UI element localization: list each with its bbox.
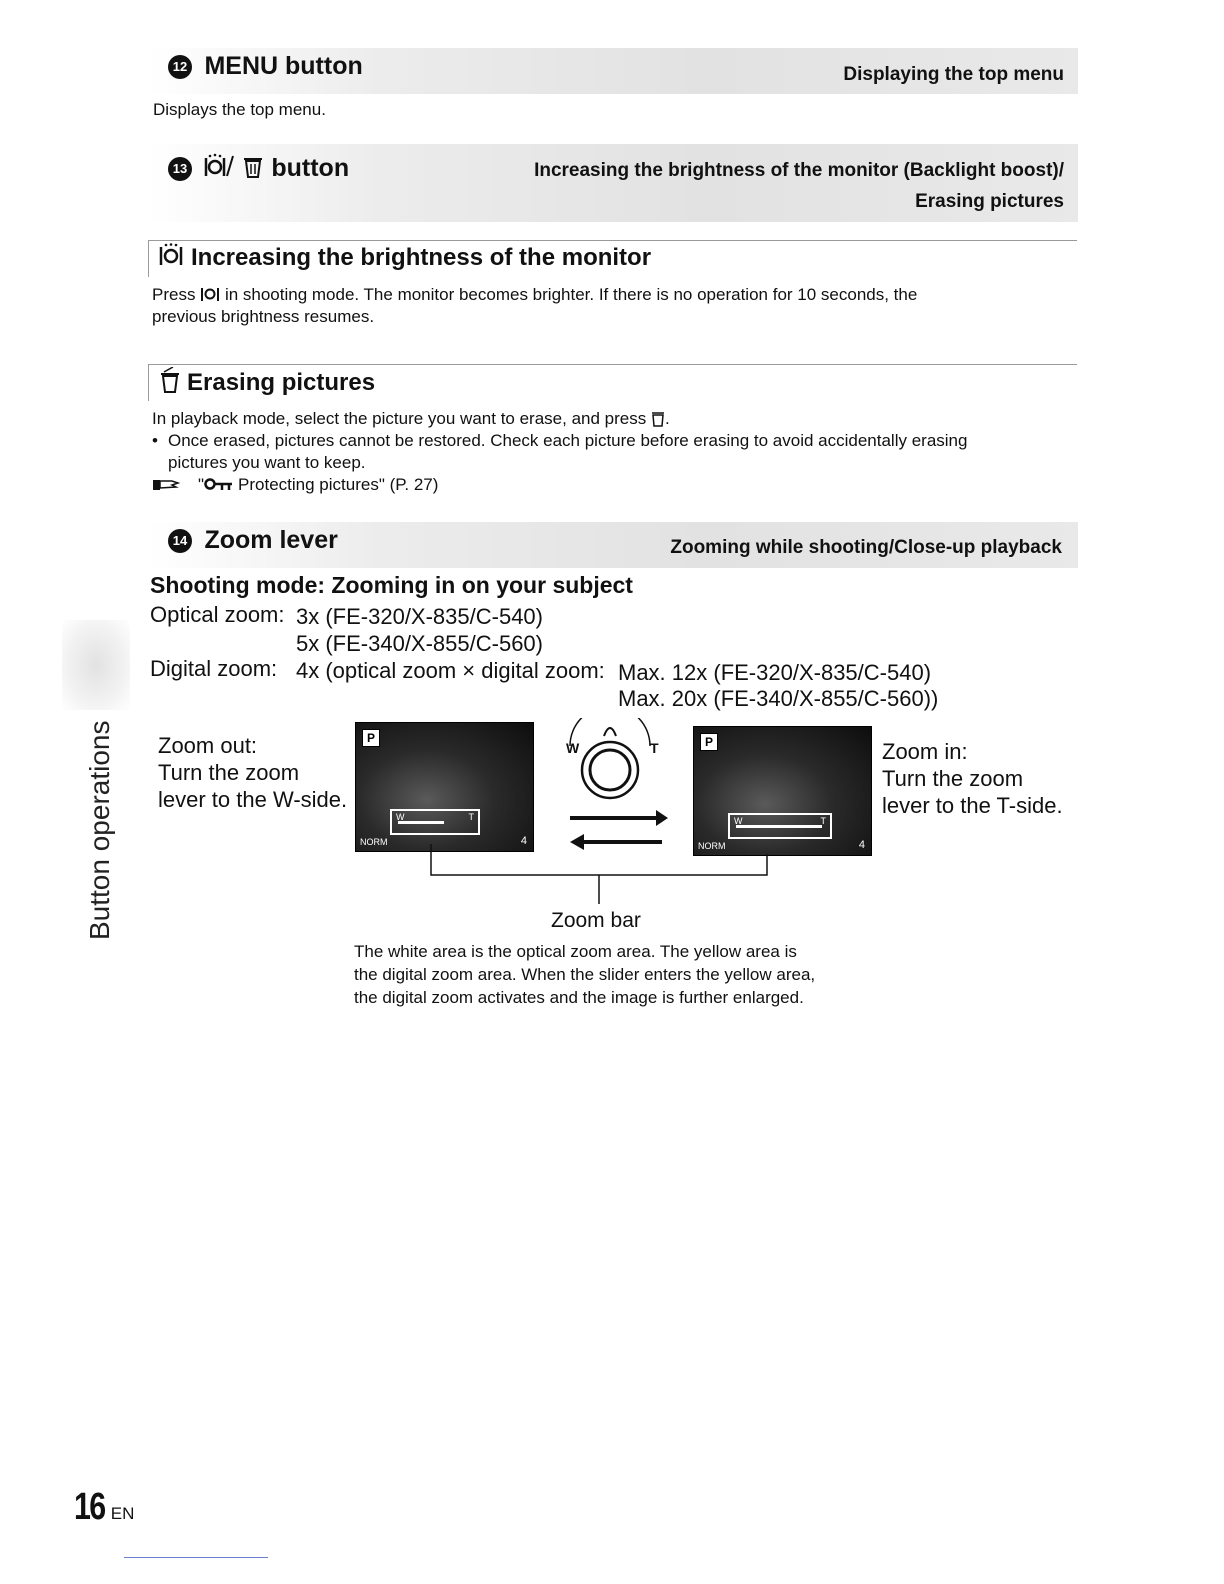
menu-button-title: MENU button xyxy=(204,52,363,80)
section-number-badge: 12 xyxy=(168,55,192,79)
digital-zoom-label: Digital zoom: xyxy=(150,656,278,681)
picture-count: 4 xyxy=(858,839,865,851)
optical-zoom-label: Optical zoom: xyxy=(150,602,285,627)
zoom-out-instructions xyxy=(158,732,347,813)
page-language: EN xyxy=(110,1504,135,1523)
zoom-subtitle: Zooming while shooting/Close-up playback xyxy=(670,537,1062,558)
digital-zoom-max-2: Max. 20x (FE-340/X-855/C-560)) xyxy=(618,686,939,711)
erasing-bullet: • Once erased, pictures cannot be restored. Check each picture before erasing to avoid accidentally erasing pictures you want to keep. xyxy=(152,431,968,472)
side-tab-marker xyxy=(62,620,130,710)
optical-zoom-value-1: 3x (FE-320/X-835/C-540) xyxy=(296,604,543,629)
zoom-out-line2: Turn the zoom xyxy=(158,760,300,785)
trash-icon xyxy=(159,367,181,393)
quality-label: NORM xyxy=(360,837,388,847)
zoom-out-line1: Zoom out: xyxy=(158,733,258,758)
zoom-in-line1: Zoom in: xyxy=(882,739,968,764)
lever-t-label: T xyxy=(650,740,659,756)
page-number xyxy=(74,1486,134,1529)
zoom-in-line3: lever to the T-side. xyxy=(882,793,1063,818)
backlight-icon xyxy=(200,284,220,302)
erasing-heading-text: Erasing pictures xyxy=(187,369,376,396)
brightness-text-post: in shooting mode. The monitor becomes brighter. If there is no operation for 10 seconds, the xyxy=(224,285,918,304)
monitor-screen-tele xyxy=(693,726,872,856)
erasing-heading xyxy=(159,367,375,397)
zoom-bar-t-label: T xyxy=(820,816,826,826)
backlight-header xyxy=(168,152,349,185)
erasing-bullet-line1: Once erased, pictures cannot be restored. Check each picture before erasing to avoid accidentally erasing xyxy=(168,431,968,450)
reference-hand-icon xyxy=(152,476,180,492)
erasing-heading-frame xyxy=(148,364,1077,401)
erasing-bullet-line2: pictures you want to keep. xyxy=(168,453,366,472)
zoom-lever-diagram xyxy=(560,718,680,858)
key-icon xyxy=(204,477,234,491)
erasing-reference xyxy=(152,474,438,496)
menu-description: Displays the top menu. xyxy=(153,100,326,119)
zoom-bar-callout xyxy=(420,840,780,910)
zoom-bar-label: Zoom bar xyxy=(551,909,641,932)
zoom-out-line3: lever to the W-side. xyxy=(158,787,348,812)
brightness-heading xyxy=(159,243,651,272)
zoom-bar-w-label: W xyxy=(734,816,743,826)
trash-icon xyxy=(243,153,263,184)
digital-zoom-value: 4x (optical zoom × digital zoom: xyxy=(296,658,605,683)
side-tab-label: Button operations xyxy=(84,720,115,940)
zoom-mode-heading: Shooting mode: Zooming in on your subject xyxy=(150,572,633,598)
zoom-caption-line1: The white area is the optical zoom area. The yellow area is xyxy=(354,942,797,961)
zoom-lever-title: Zoom lever xyxy=(204,526,338,554)
monitor-screen-wide xyxy=(355,722,534,852)
erasing-text: In playback mode, select the picture you want to erase, and press . xyxy=(152,409,670,428)
brightness-text-pre: Press xyxy=(152,285,196,304)
reference-link-text[interactable]: Protecting pictures" (P. 27) xyxy=(238,475,439,494)
section-number-badge: 13 xyxy=(168,157,192,181)
zoom-caption-line2: the digital zoom area. When the slider enters the yellow area, xyxy=(354,965,816,984)
lever-w-label: W xyxy=(566,740,580,756)
erasing-text-main: In playback mode, select the picture you want to erase, and press xyxy=(152,409,647,428)
zoom-bar-w-label: W xyxy=(396,812,405,822)
bottom-rule xyxy=(124,1557,268,1558)
backlight-subtitle-1: Increasing the brightness of the monitor (Backlight boost)/ xyxy=(534,160,1064,181)
digital-zoom-max-1: Max. 12x (FE-320/X-835/C-540) xyxy=(618,660,932,685)
page-number-value: 16 xyxy=(74,1486,105,1528)
brightness-heading-text: Increasing the brightness of the monitor xyxy=(191,244,652,271)
reference-open-quote: " xyxy=(198,475,205,494)
backlight-icon xyxy=(204,152,238,185)
quality-label: NORM xyxy=(698,841,726,851)
zoom-caption-line3: the digital zoom activates and the image is further enlarged. xyxy=(354,988,804,1007)
brightness-text xyxy=(152,284,1052,328)
brightness-text-line2: previous brightness resumes. xyxy=(152,307,375,326)
menu-subtitle: Displaying the top menu xyxy=(843,64,1064,85)
program-mode-badge: P xyxy=(700,733,718,751)
zoom-in-line2: Turn the zoom xyxy=(882,766,1024,791)
backlight-button-title: button xyxy=(271,154,350,182)
zoom-bar-tele xyxy=(728,813,832,839)
zoom-in-instructions xyxy=(882,738,1063,819)
trash-icon xyxy=(651,409,665,427)
section-number-badge: 14 xyxy=(168,529,192,553)
backlight-subtitle-2: Erasing pictures xyxy=(915,191,1064,212)
optical-zoom-value-2: 5x (FE-340/X-855/C-560) xyxy=(296,631,543,656)
program-mode-badge: P xyxy=(362,729,380,747)
zoom-header xyxy=(168,526,338,555)
zoom-caption xyxy=(354,940,815,1009)
picture-count: 4 xyxy=(520,835,527,847)
brightness-heading-frame xyxy=(148,240,1077,277)
zoom-bar-wide xyxy=(390,809,480,835)
menu-header xyxy=(168,52,363,81)
zoom-bar-t-label: T xyxy=(468,812,474,822)
backlight-icon xyxy=(159,243,185,267)
